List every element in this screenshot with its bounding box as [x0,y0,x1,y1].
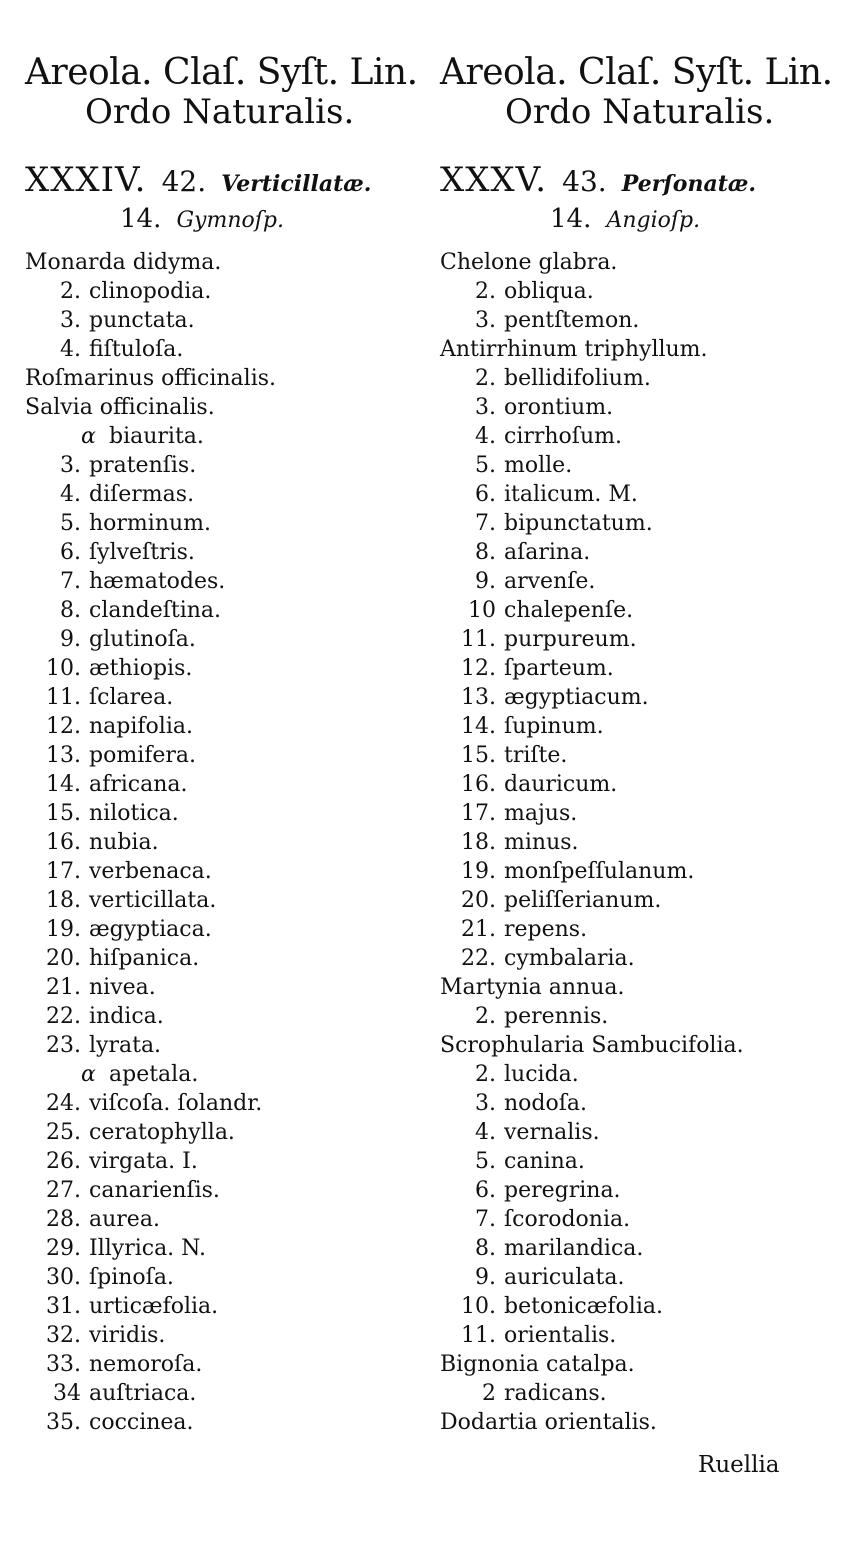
entry-number: 3. [475,395,496,420]
entry-number: 2 [482,1381,496,1406]
entry-name: Dodartia orientalis. [440,1410,657,1435]
right-header-ordo: Ordo Naturalis. [505,92,775,132]
entry-name: molle. [504,453,573,478]
entry-name: minus. [504,830,579,855]
entry-number: 12. [461,656,496,681]
entry-number: 3. [475,1091,496,1116]
entry-number: 16. [461,772,496,797]
entry-number: 7. [475,511,496,536]
entry-name: cirrhoſum. [504,424,622,449]
entry-name: canina. [504,1149,585,1174]
entry-number: 29. [46,1236,81,1261]
entry-name: Monarda didyma. [25,250,222,275]
left-header-title: Areola. Claſ. Syſt. Lin. [25,52,418,93]
entry-number: 12. [46,714,81,739]
entry-name: nubia. [89,830,159,855]
entry-number: 3. [60,453,81,478]
entry-name: glutinoſa. [89,627,196,652]
entry-number: 10. [46,656,81,681]
entry-name: hiſpanica. [89,946,200,971]
entry-number: 15. [46,801,81,826]
entry-number: 32. [46,1323,81,1348]
entry-name: Chelone glabra. [440,250,618,275]
entry-name: viſcoſa. ſolandr. [89,1091,263,1116]
entry-number: 17. [46,859,81,884]
entry-name: majus. [504,801,578,826]
entry-number: 19. [46,917,81,942]
entry-number: 4. [60,482,81,507]
entry-number: 2. [475,279,496,304]
entry-number: 4. [475,1120,496,1145]
entry-name: radicans. [504,1381,607,1406]
entry-number: 24. [46,1091,81,1116]
right-order-line [550,204,700,234]
left-class-line [25,160,371,200]
entry-number: 8. [475,1236,496,1261]
right-ordo-name: Perſonatæ. [621,171,757,197]
entry-name: Scrophularia Sambucifolia. [440,1033,744,1058]
entry-name: arvenſe. [504,569,596,594]
entry-name: lyrata. [89,1033,162,1058]
entry-name: lucida. [504,1062,579,1087]
entry-number: 2. [60,279,81,304]
entry-number: 4. [475,424,496,449]
entry-name: verbenaca. [89,859,212,884]
right-class-numeral: XXXV. [440,160,548,200]
entry-name: punctata. [89,308,195,333]
entry-number: 18. [461,830,496,855]
right-header-title: Areola. Claſ. Syſt. Lin. [440,52,833,93]
entry-number: 28. [46,1207,81,1232]
entry-name: fiſtuloſa. [89,337,184,362]
entry-name: cymbalaria. [504,946,635,971]
entry-name: orontium. [504,395,614,420]
entry-name: ſupinum. [504,714,604,739]
entry-name: virgata. I. [89,1149,198,1174]
entry-name: Roſmarinus officinalis. [25,366,277,391]
entry-number: 27. [46,1178,81,1203]
entry-name: perennis. [504,1004,609,1029]
entry-number: 8. [60,598,81,623]
catchword: Ruellia [698,1452,780,1478]
entry-number: 14. [461,714,496,739]
entry-name: ſpinoſa. [89,1265,174,1290]
entry-name: purpureum. [504,627,637,652]
entry-name: obliqua. [504,279,594,304]
entry-number: 16. [46,830,81,855]
entry-name: verticillata. [89,888,217,913]
entry-number: 6. [60,540,81,565]
entry-name: peliſſerianum. [504,888,662,913]
entry-name: horminum. [89,511,212,536]
entry-name: auriculata. [504,1265,625,1290]
entry-number: 2. [475,1004,496,1029]
entry-name: nivea. [89,975,156,1000]
right-order-number: 14. [550,204,592,234]
entry-name: ſylveſtris. [89,540,195,565]
entry-name: triſte. [504,743,568,768]
entry-number: 3. [60,308,81,333]
entry-name: nodoſa. [504,1091,587,1116]
entry-name: dauricum. [504,772,618,797]
entry-number: 20. [46,946,81,971]
left-class-number: 42. [161,165,207,198]
entry-number: 2. [475,1062,496,1087]
entry-number: 25. [46,1120,81,1145]
entry-number: 34 [53,1381,81,1406]
left-ordo-name: Verticillatæ. [221,171,372,197]
entry-number: 17. [461,801,496,826]
entry-name: nemoroſa. [89,1352,203,1377]
entry-name: Illyrica. N. [89,1236,207,1261]
entry-name: biaurita. [109,424,204,449]
entry-number: 31. [46,1294,81,1319]
entry-number: 11. [461,627,496,652]
entry-name: æthiopis. [89,656,193,681]
entry-number: 23. [46,1033,81,1058]
entry-name: indica. [89,1004,164,1029]
entry-name: aſarina. [504,540,591,565]
entry-name: ſcorodonia. [504,1207,631,1232]
entry-number: 30. [46,1265,81,1290]
entry-name: ceratophylla. [89,1120,235,1145]
entry-number: 33. [46,1352,81,1377]
entry-number: 11. [461,1323,496,1348]
right-order-name: Angioſp. [606,208,701,233]
entry-name: chalepenſe. [504,598,634,623]
entry-name: coccinea. [89,1410,194,1435]
entry-number: 10. [461,1294,496,1319]
left-order-line [120,204,284,234]
entry-name: apetala. [109,1062,199,1087]
entry-name: ſparteum. [504,656,614,681]
entry-name: betonicæfolia. [504,1294,663,1319]
entry-number: 21. [46,975,81,1000]
entry-name: ægyptiaca. [89,917,212,942]
entry-name: marilandica. [504,1236,644,1261]
entry-name: Martynia annua. [440,975,625,1000]
entry-name: canarienſis. [89,1178,220,1203]
entry-name: monſpeſſulanum. [504,859,695,884]
entry-number: 13. [461,685,496,710]
right-class-line [440,160,756,200]
entry-number: 7. [475,1207,496,1232]
entry-name: ægyptiacum. [504,685,649,710]
entry-number: 3. [475,308,496,333]
entry-number: 26. [46,1149,81,1174]
entry-number: 13. [46,743,81,768]
entry-name: nilotica. [89,801,179,826]
entry-name: orientalis. [504,1323,617,1348]
entry-number: 9. [475,1265,496,1290]
entry-number: 21. [461,917,496,942]
entry-number: 5. [475,453,496,478]
left-order-name: Gymnoſp. [176,208,284,233]
entry-name: Bignonia catalpa. [440,1352,635,1377]
entry-number: 15. [461,743,496,768]
entry-number: 22. [46,1004,81,1029]
entry-number: 2. [475,366,496,391]
left-header-ordo: Ordo Naturalis. [85,92,355,132]
entry-number: 35. [46,1410,81,1435]
entry-name: bellidifolium. [504,366,651,391]
entry-number: 5. [475,1149,496,1174]
entry-name: pratenſis. [89,453,197,478]
entry-name: aurea. [89,1207,160,1232]
entry-number: 7. [60,569,81,594]
entry-name: viridis. [89,1323,166,1348]
entry-number: α [81,424,96,449]
entry-number: 9. [475,569,496,594]
entry-name: urticæfolia. [89,1294,219,1319]
entry-name: Salvia officinalis. [25,395,215,420]
entry-name: napifolia. [89,714,193,739]
entry-name: pentſtemon. [504,308,640,333]
entry-number: 14. [46,772,81,797]
entry-name: hæmatodes. [89,569,226,594]
entry-name: clandeſtina. [89,598,222,623]
entry-number: 22. [461,946,496,971]
right-class-number: 43. [562,165,607,198]
entry-name: africana. [89,772,188,797]
entry-name: italicum. M. [504,482,638,507]
entry-number: α [81,1062,96,1087]
left-class-numeral: XXXIV. [25,160,147,200]
entry-name: pomifera. [89,743,197,768]
entry-number: 20. [461,888,496,913]
entry-number: 8. [475,540,496,565]
entry-number: 6. [475,1178,496,1203]
entry-number: 11. [46,685,81,710]
entry-number: 9. [60,627,81,652]
entry-number: 10 [468,598,496,623]
entry-name: clinopodia. [89,279,212,304]
entry-number: 18. [46,888,81,913]
entry-name: peregrina. [504,1178,621,1203]
entry-name: ſclarea. [89,685,174,710]
entry-name: Antirrhinum triphyllum. [440,337,708,362]
entry-number: 5. [60,511,81,536]
entry-name: auſtriaca. [89,1381,197,1406]
left-order-number: 14. [120,204,162,234]
entry-number: 6. [475,482,496,507]
entry-name: diſermas. [89,482,195,507]
entry-number: 4. [60,337,81,362]
entry-name: vernalis. [504,1120,600,1145]
entry-name: bipunctatum. [504,511,653,536]
entry-number: 19. [461,859,496,884]
entry-name: repens. [504,917,588,942]
